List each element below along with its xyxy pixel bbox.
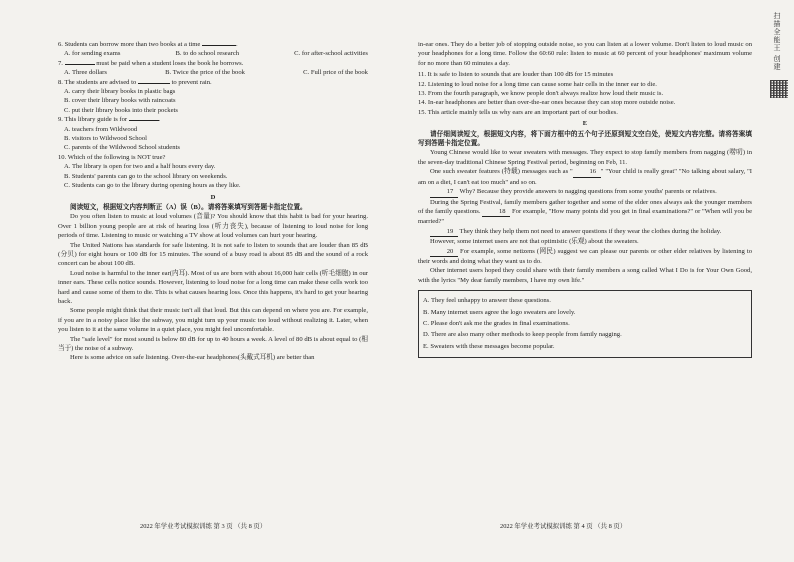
right-page — [418, 40, 752, 358]
left-page — [58, 40, 368, 363]
passage-paragraph: 17 Why? Because they provide answers to nagging questions from some youths' parents or relatives. — [418, 187, 752, 197]
page-footer-right: 2022 年学业考试模拟训练 第 4 页 （共 8 页） — [500, 523, 627, 530]
passage-paragraph: The "safe level" for most sound is below 80 dB for up to 40 hours a week. A level of 80 dB is about equal to (相当于) the noise of a subway. — [58, 335, 368, 352]
answer-blank — [138, 83, 170, 84]
option-b: B. cover their library books with raincoats — [64, 97, 176, 105]
passage-continuation: in-ear ones. They do a better job of stopping outside noise, so you can listen at a lower volume. Don't listen to loud music on your headphones for a long time. Follow the 60:60 rule: listen to music at 60 percent of your headphones' maximum volume for no more than 60 minutes a day. — [418, 41, 752, 67]
section-instruction: 阅读短文，根据短文内容判断正（A）误（B）。请将答案填写到答题卡指定位置。 — [70, 203, 307, 211]
question-8: 8. The students are advised to to prevent rain. — [58, 78, 212, 86]
question-9: 9. This library guide is for . — [58, 116, 161, 124]
statement-13: 13. From the fourth paragraph, we know people don't always realize how loud their music is. — [418, 90, 664, 98]
blank-18: 18 — [482, 207, 510, 217]
statement-12: 12. Listening to loud noise for a long time can cause some hair cells in the inner ear to die. — [418, 80, 657, 88]
passage-paragraph: Some people might think that their music isn't all that loud. But this can depend on where you are. For example, if you are in a noisy place like the subway, you might turn up your music too loud without realizing it. Later, when you listen to it at the same volume in a quiet place, you might feel uncomfortable. — [58, 307, 368, 334]
passage-paragraph: 20 For example, some netizens (网民) suggest we can please our parents or other elder relatives by listening to their words and doing what they want us to do. — [418, 247, 752, 265]
option-b: B. Students' parents can go to the school library on weekends. — [64, 172, 228, 180]
scanner-watermark: 扫描全能王 创建 — [773, 12, 781, 71]
option-b: B. Many internet users agree the logo sweaters are lovely. — [423, 308, 576, 316]
passage-paragraph: During the Spring Festival, family members gather together and some of the elder ones always ask the younger members of the family questions. 18 For example, "How many points did you get in final examinations?" or "When will you be married?" — [418, 198, 753, 226]
passage-paragraph: However, some internet users are not that optimistic (乐观) about the sweaters. — [430, 238, 639, 246]
option-c: C. Please don't ask me the grades in final examinations. — [423, 319, 570, 327]
blank-19: 19 — [430, 227, 458, 237]
option-a: A. The library is open for two and a half hours every day. — [64, 163, 216, 171]
blank-16: 16 — [573, 167, 601, 177]
option-c: C. put their library books into their pockets — [64, 106, 178, 114]
blank-17: 17 — [430, 187, 458, 197]
true-false-statements — [418, 70, 752, 117]
statement-11: 11. It is safe to listen to sounds that are louder than 100 dB for 15 minutes — [418, 71, 614, 79]
passage-paragraph: Other internet users hoped they could share with their family members a song called What I Do is for Your Own Good, with the lyrics "My dear family members, I have my own life." — [418, 267, 752, 284]
question-10: 10. Which of the following is NOT true? — [58, 153, 166, 161]
passage-paragraph: Young Chinese would like to wear sweaters with messages. They expect to stop family members from nagging (唠叨) in the seven-day traditional Chinese Spring Festival period, beginning on Feb, 11. — [418, 149, 752, 166]
page-footer-left: 2022 年学业考试模拟训练 第 3 页 （共 8 页） — [140, 523, 267, 530]
section-heading-d: D — [210, 193, 216, 201]
answer-blank — [129, 120, 159, 121]
qr-code-icon — [770, 80, 788, 98]
passage-paragraph: Do you often listen to music at loud volumes (音量)? You should know that this habit is bad for your hearing. Over 1 billion young people are at risk of hearing loss (听力丧失), because of listening to loud noise for long periods of time. Listening to music or watching a TV show at loud volumes can hurt your hearing. — [58, 213, 368, 240]
options-box — [418, 290, 752, 358]
passage-paragraph: One such sweater features (特载) messages such as " 16 " "Your child is really great" "No talking about salary, "I am on a diet, I can't eat too much" and so on. — [418, 168, 752, 186]
question-6-options: A. for sending exams B. to do school research C. for after-school activities — [64, 50, 368, 58]
option-c: C. Students can go to the library during opening hours as they like. — [64, 182, 241, 190]
section-heading-e: E — [582, 120, 588, 128]
option-b: B. visitors to Wildwood School — [64, 135, 147, 143]
option-e: E. Sweaters with these messages become popular. — [423, 342, 555, 350]
question-7: 7. must be paid when a student loses the book he borrows. — [58, 59, 244, 67]
passage-paragraph: 19 They think they help them not need to answer questions if they wear the clothes during the holiday. — [418, 227, 752, 237]
option-a: A. teachers from Wildwood — [64, 125, 138, 133]
passage-paragraph: The United Nations has standards for safe listening. It is not safe to listen to sounds that are louder than 85 dB (分贝) for eight hours or 100 dB for 15 minutes. The sound of a busy road is about 85 dB and the sound of a rock concert can be about 100 dB. — [58, 241, 368, 268]
blank-20: 20 — [430, 247, 458, 257]
answer-blank — [202, 45, 236, 46]
option-c: C. parents of the Wildwood School students — [64, 144, 180, 152]
passage-paragraph: Loud noise is harmful to the inner ear(内耳). Most of us are born with about 16,000 hair cells (听毛细胞) in our inner ears. These cells notice sounds. However, listening to loud noise for a long time can make these cells work too hard and cause some of them to die. This is what causes hearing loss. Once this happens, it's hard to get your hearing back. — [58, 269, 368, 305]
option-a: A. carry their library books in plastic bags — [64, 88, 176, 96]
answer-blank — [65, 64, 95, 65]
statement-14: 14. In-ear headphones are better than over-the-ear ones because they can stop more outside noise. — [418, 99, 676, 107]
question-6: 6. Students can borrow more than two books at a time . — [58, 41, 238, 48]
question-7-options: A. Three dollars B. Twice the price of the book C. Full price of the book — [64, 69, 368, 77]
option-d: D. There are also many other methods to keep people from family nagging. — [423, 331, 622, 339]
section-instruction: 请仔细阅读短文，根据短文内容，将下面方框中的五个句子还原到短文空白处，使短文内容完整。请将答案填写到答题卡指定位置。 — [418, 130, 752, 148]
statement-15: 15. This article mainly tells us why ears are an important part of our bodies. — [418, 108, 618, 116]
passage-paragraph: Here is some advice on safe listening. Over-the-ear headphones(头戴式耳机) are better than — [70, 354, 315, 362]
option-a: A. They feel unhappy to answer these questions. — [423, 297, 551, 305]
